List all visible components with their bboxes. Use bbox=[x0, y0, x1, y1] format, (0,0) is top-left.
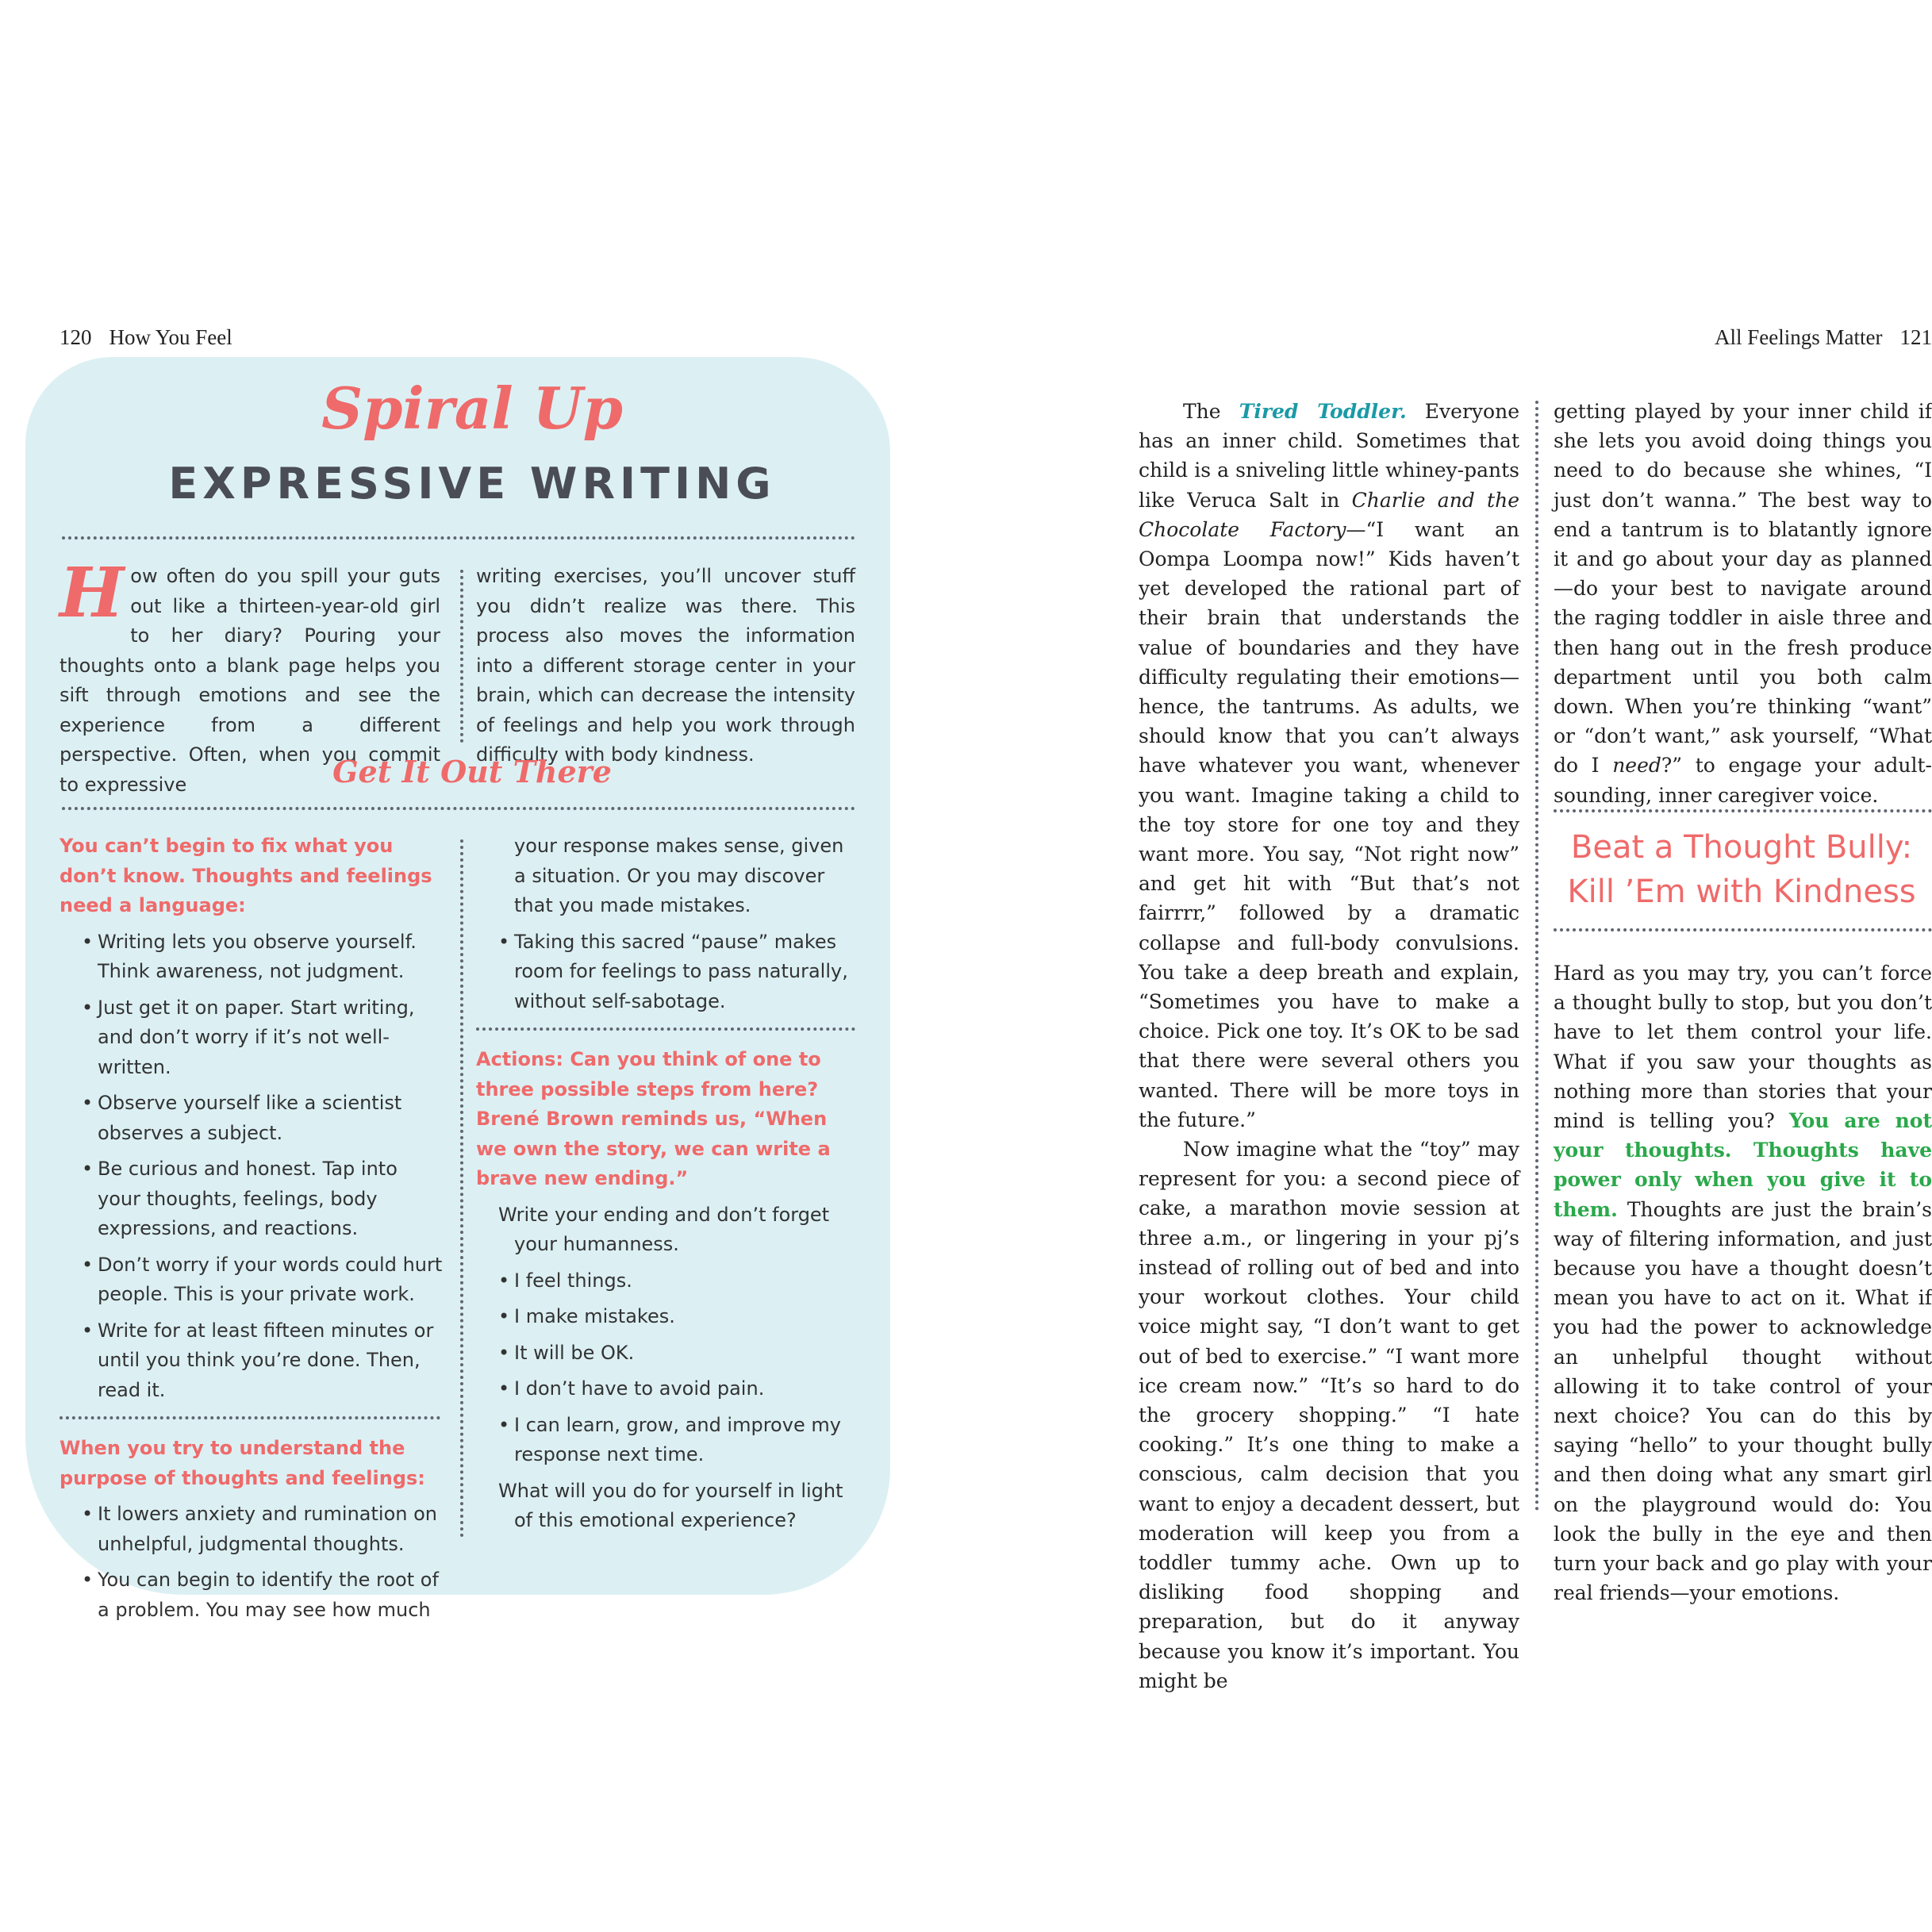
intro-text-1: ow often do you spill your guts out like a thirteen-year-old girl to her diary? Pouring your thoughts onto a blank page helps you sift through emotions and see the experience from a different perspective. Often, when you commit to expressive bbox=[60, 565, 440, 796]
list-item: • Be curious and honest. Tap into your thoughts, feelings, body expressions, and reactions. bbox=[82, 1158, 398, 1239]
panel-column-divider bbox=[460, 839, 463, 1538]
running-head-right bbox=[1456, 325, 1932, 350]
tired-toddler-label: Tired Toddler. bbox=[1239, 400, 1407, 423]
running-head-left bbox=[60, 325, 232, 350]
list-item: • Don’t worry if your words could hurt people. This is your private work. bbox=[82, 1253, 443, 1305]
list-item: • Just get it on paper. Start writing, and don’t worry if it’s not well-written. bbox=[82, 996, 415, 1078]
intro-text-2: writing exercises, you’ll uncover stuff you didn’t realize was there. This process also moves the information into a different storage center in your brain, which can decrease the intensity of feelings and help you work through difficulty with body kindness. bbox=[476, 565, 855, 766]
pause-bullet-list bbox=[476, 928, 857, 1017]
list-item: • I can learn, grow, and improve my response next time. bbox=[498, 1413, 841, 1465]
paragraph-thought-bully: Hard as you may try, you can’t force a thought bully to stop, but you don’t have to let them control your life. What if you saw your thoughts as nothing more than stories that your mind is telling you? You are not your thoughts. Thoughts have power only when you give it to them. Thoughts are just the brain’s way of filtering information, and just because you have a thought doesn’t mean you have to act on it. What if you had the power to acknowledge an unhelpful thought without allowing it to take control of your next choice? You can do this by saying “hello” to your thought bully and then doing what any smart girl on the playground would do: You look the bully in the eye and then turn your back and go play with your real friends—your emotions. bbox=[1554, 962, 1932, 1605]
language-bullet-list bbox=[60, 928, 444, 1406]
chapter-title-right: All Feelings Matter bbox=[1715, 325, 1883, 349]
actions-bullet-list bbox=[476, 1266, 857, 1470]
divider-left bbox=[60, 1416, 440, 1419]
panel-right-column bbox=[476, 832, 857, 1542]
list-item: • I make mistakes. bbox=[498, 1305, 675, 1327]
paragraph-inner-child: getting played by your inner child if she lets you avoid doing things you need to do because she whines, “I just don’t wanna.” The best way to end a tantrum is to blatantly ignore it and go about your day as planned—do your best to navigate around the raging toddler in aisle three and then hang out in the fresh produce department until you both calm down. When you’re thinking “want” or “don’t want,” ask yourself, “What do I need?” to engage your adult-sounding, inner caregiver voice. bbox=[1554, 400, 1932, 807]
paragraph-tired-toddler: The Tired Toddler. Everyone has an inner child. Sometimes that child is a sniveling little whiney-pants like Veruca Salt in Charlie and the Chocolate Factory—“I want an Oompa Loompa now!” Kids haven’t yet developed the rational part of their brain that understands the value of boundaries and they have difficulty regulating their emotions—hence, the tantrums. As adults, we should know that you can’t always have whatever you want, whenever you want. Imagine taking a child to the toy store for one toy and they want more. You say, “Not right now” and get hit with “But that’s not fairrrr,” followed by a dramatic collapse and full-body convulsions. You take a deep breath and explain, “Sometimes you have to make a choice. Pick one toy. It’s OK to be sad that there were several others you wanted. There will be more toys in the future.” bbox=[1139, 400, 1519, 1131]
body-column-2 bbox=[1554, 397, 1932, 810]
drop-cap: H bbox=[60, 553, 125, 633]
list-item: • Writing lets you observe yourself. Think awareness, not judgment. bbox=[82, 930, 417, 982]
panel-left-column bbox=[60, 832, 444, 1631]
list-item: • Observe yourself like a scientist observes a subject. bbox=[82, 1092, 402, 1144]
list-item: • It will be OK. bbox=[498, 1341, 635, 1364]
body-column-2-lower bbox=[1554, 958, 1932, 1607]
divider-top bbox=[62, 536, 855, 540]
intro-column-2 bbox=[476, 562, 855, 770]
actions-title: Actions: Can you think of one to three possible steps from here? Brené Brown reminds us, “When we own the story, we can write a brave new ending.” bbox=[476, 1048, 831, 1189]
list-item: • I feel things. bbox=[498, 1269, 632, 1292]
body-column-1 bbox=[1139, 397, 1519, 1696]
page-number-left: 120 bbox=[60, 325, 92, 349]
divider-bully-top bbox=[1554, 809, 1932, 812]
purpose-bullet-list bbox=[60, 1500, 444, 1625]
body-column-divider bbox=[1535, 401, 1538, 1511]
actions-outro: What will you do for yourself in light of this emotional experience? bbox=[498, 1479, 843, 1531]
actions-intro: Write your ending and don’t forget your humanness. bbox=[498, 1203, 830, 1255]
section-title-language: You can’t begin to fix what you don’t know. Thoughts and feelings need a language: bbox=[60, 835, 432, 916]
panel-heading: EXPRESSIVE WRITING bbox=[168, 459, 776, 509]
divider-bully-bottom bbox=[1554, 928, 1932, 931]
list-item: • It lowers anxiety and rumination on unhelpful, judgmental thoughts. bbox=[82, 1503, 437, 1555]
thought-bully-heading: Beat a Thought Bully: Kill ’Em with Kindness bbox=[1567, 829, 1916, 910]
list-item: • Taking this sacred “pause” makes room for feelings to pass naturally, without self-sabotage. bbox=[498, 930, 848, 1012]
chapter-title-left: How You Feel bbox=[109, 325, 232, 349]
section-title-purpose: When you try to understand the purpose of thoughts and feelings: bbox=[60, 1437, 425, 1489]
book-title: Charlie and the Chocolate Factory bbox=[1139, 488, 1519, 541]
continued-bullet-text: your response makes sense, given a situation. Or you may discover that you made mistakes. bbox=[514, 835, 844, 916]
list-item: • You can begin to identify the root of a problem. You may see how much bbox=[82, 1569, 439, 1621]
spiral-up-title: Spiral Up bbox=[321, 374, 623, 442]
divider-middle bbox=[62, 807, 855, 810]
list-item: • Write for at least fifteen minutes or until you think you’re done. Then, read it. bbox=[82, 1319, 434, 1401]
list-item: • I don’t have to avoid pain. bbox=[498, 1377, 765, 1400]
highlight-thoughts: You are not your thoughts. Thoughts have power only when you give it to them. bbox=[1554, 1109, 1932, 1221]
get-it-out-there-heading: Get It Out There bbox=[332, 754, 612, 789]
page-number-right: 121 bbox=[1899, 325, 1932, 349]
paragraph-toy: Now imagine what the “toy” may represent for you: a second piece of cake, a marathon movie session at three a.m., or lingering in your pj’s instead of rolling out of bed and into your workout clothes. Your child voice might say, “I don’t want to get out of bed to exercise.” “I want more ice cream now.” “It’s so hard to do the grocery shopping.” “I hate cooking.” It’s one thing to make a conscious, calm decision that you want to enjoy a decadent dessert, but moderation will keep you from a toddler tummy ache. Own up to disliking food shopping and preparation, but do it anyway because you know it’s important. You might be bbox=[1139, 1138, 1519, 1692]
intro-column-divider bbox=[460, 570, 463, 743]
divider-right bbox=[476, 1027, 855, 1031]
